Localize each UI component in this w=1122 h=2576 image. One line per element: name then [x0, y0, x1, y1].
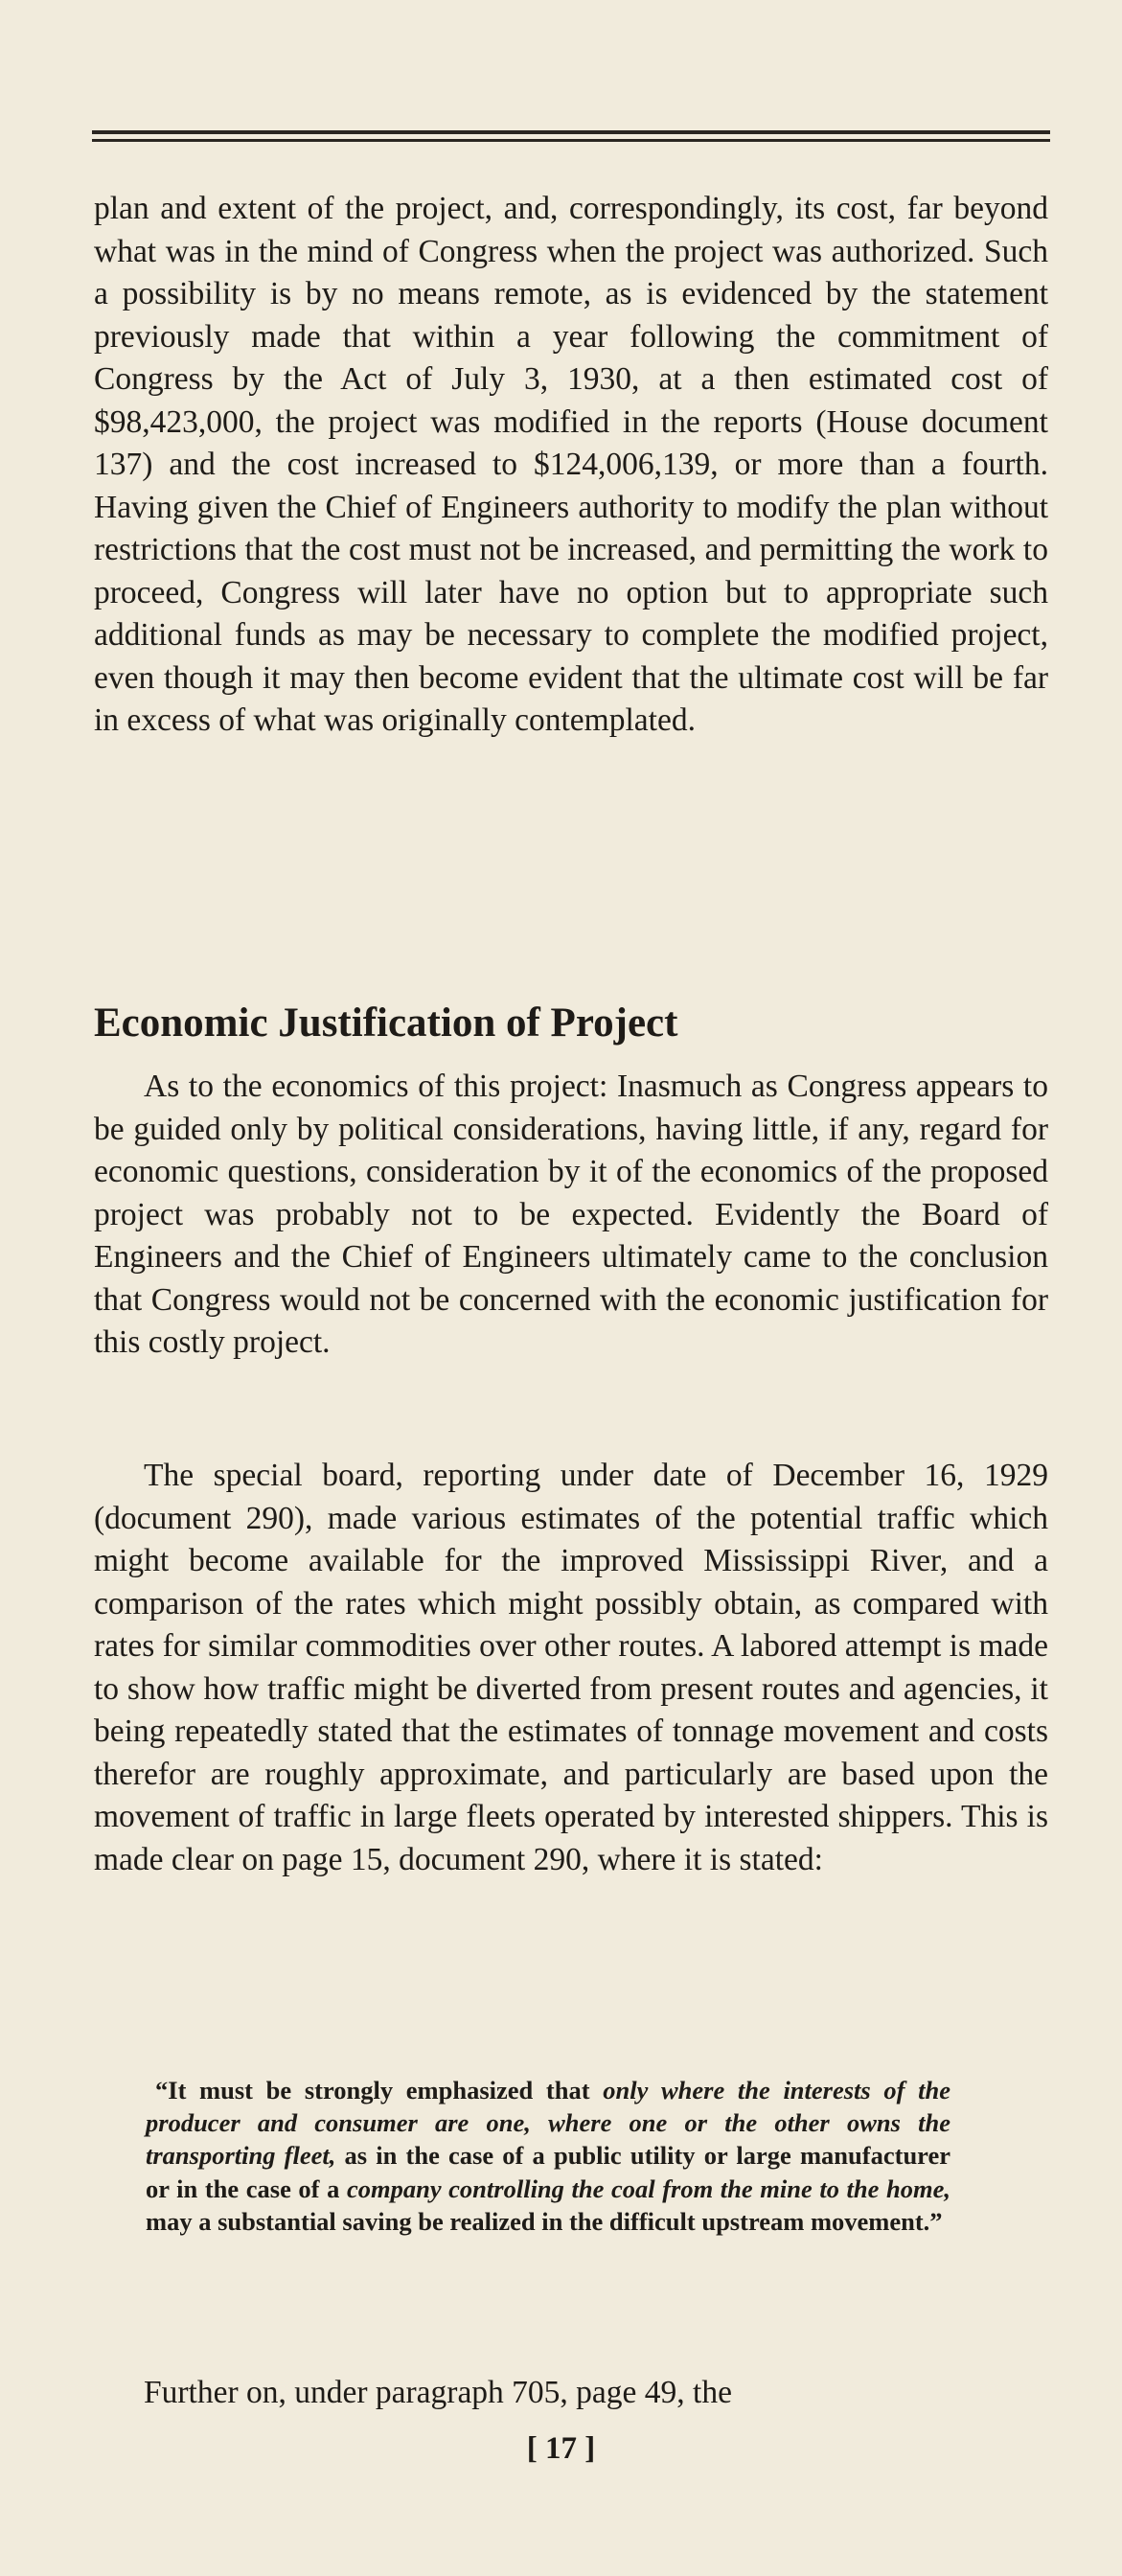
quote-part-3: may a substantial saving be realized in the difficult upstream movement.”: [146, 2206, 943, 2236]
top-rule: [92, 130, 1050, 134]
body-paragraph-4: Further on, under paragraph 705, page 49, the: [144, 2375, 732, 2410]
quote-part-2: as in the case of a public utility or large manufacturer or in the case of a: [146, 2141, 950, 2203]
page-number: [ 17 ]: [526, 2431, 596, 2466]
body-paragraph-3: The special board, reporting under date of December 16, 1929 (document 290), made various estimates of the potential traffic which might become available for the improved Mississippi River, and a comparison of the rates which might possibly obtain, as compared with rates for similar commodities over other routes. A labored attempt is made to show how traffic might be diverted from present routes and agencies, it being repeatedly stated that the estimates of tonnage movement and costs therefor are roughly approximate, and particularly are based upon the movement of traffic in large fleets operated by interested shippers. This is made clear on page 15, document 290, where it is stated:: [94, 1458, 1048, 1877]
quote-emphasis-1: only where the interests of the producer and consumer are one, where one or the other owns the transporting fleet,: [146, 2076, 951, 2171]
body-paragraph-2: As to the economics of this project: Inasmuch as Congress appears to be guided only by political considerations, having little, if any, regard for economic questions, consideration by it of the economics of the proposed project was probably not to be expected. Evidently the Board of Engineers and the Chief of Engineers ultimately came to the conclusion that Congress would not be concerned with the economic justification for this costly project.: [94, 1069, 1048, 1360]
quote-part-1: “It must be strongly emphasized that: [155, 2076, 604, 2104]
quote-emphasis-2: company controlling the coal from the mine to the home,: [346, 2174, 950, 2203]
top-rule-thin: [92, 139, 1050, 142]
block-quote: [146, 2074, 950, 2238]
body-paragraph-1: plan and extent of the project, and, correspondingly, its cost, far beyond what was in the mind of Congress when the project was authorized. Such a possibility is by no means remote, as is evidenced by the statement previously made that within a year following the commitment of Congress by the Act of July 3, 1930, at a then estimated cost of $98,423,000, the project was modified in the reports (House document 137) and the cost increased to $124,006,139, or more than a fourth. Having given the Chief of Engineers authority to modify the plan without restrictions that the cost must not be increased, and permitting the work to proceed, Congress will later have no option but to appropriate such additional funds as may be necessary to complete the modified project, even though it may then become evident that the ultimate cost will be far in excess of what was originally contemplated.: [94, 191, 1048, 738]
section-heading: Economic Justification of Project: [94, 1000, 678, 1046]
